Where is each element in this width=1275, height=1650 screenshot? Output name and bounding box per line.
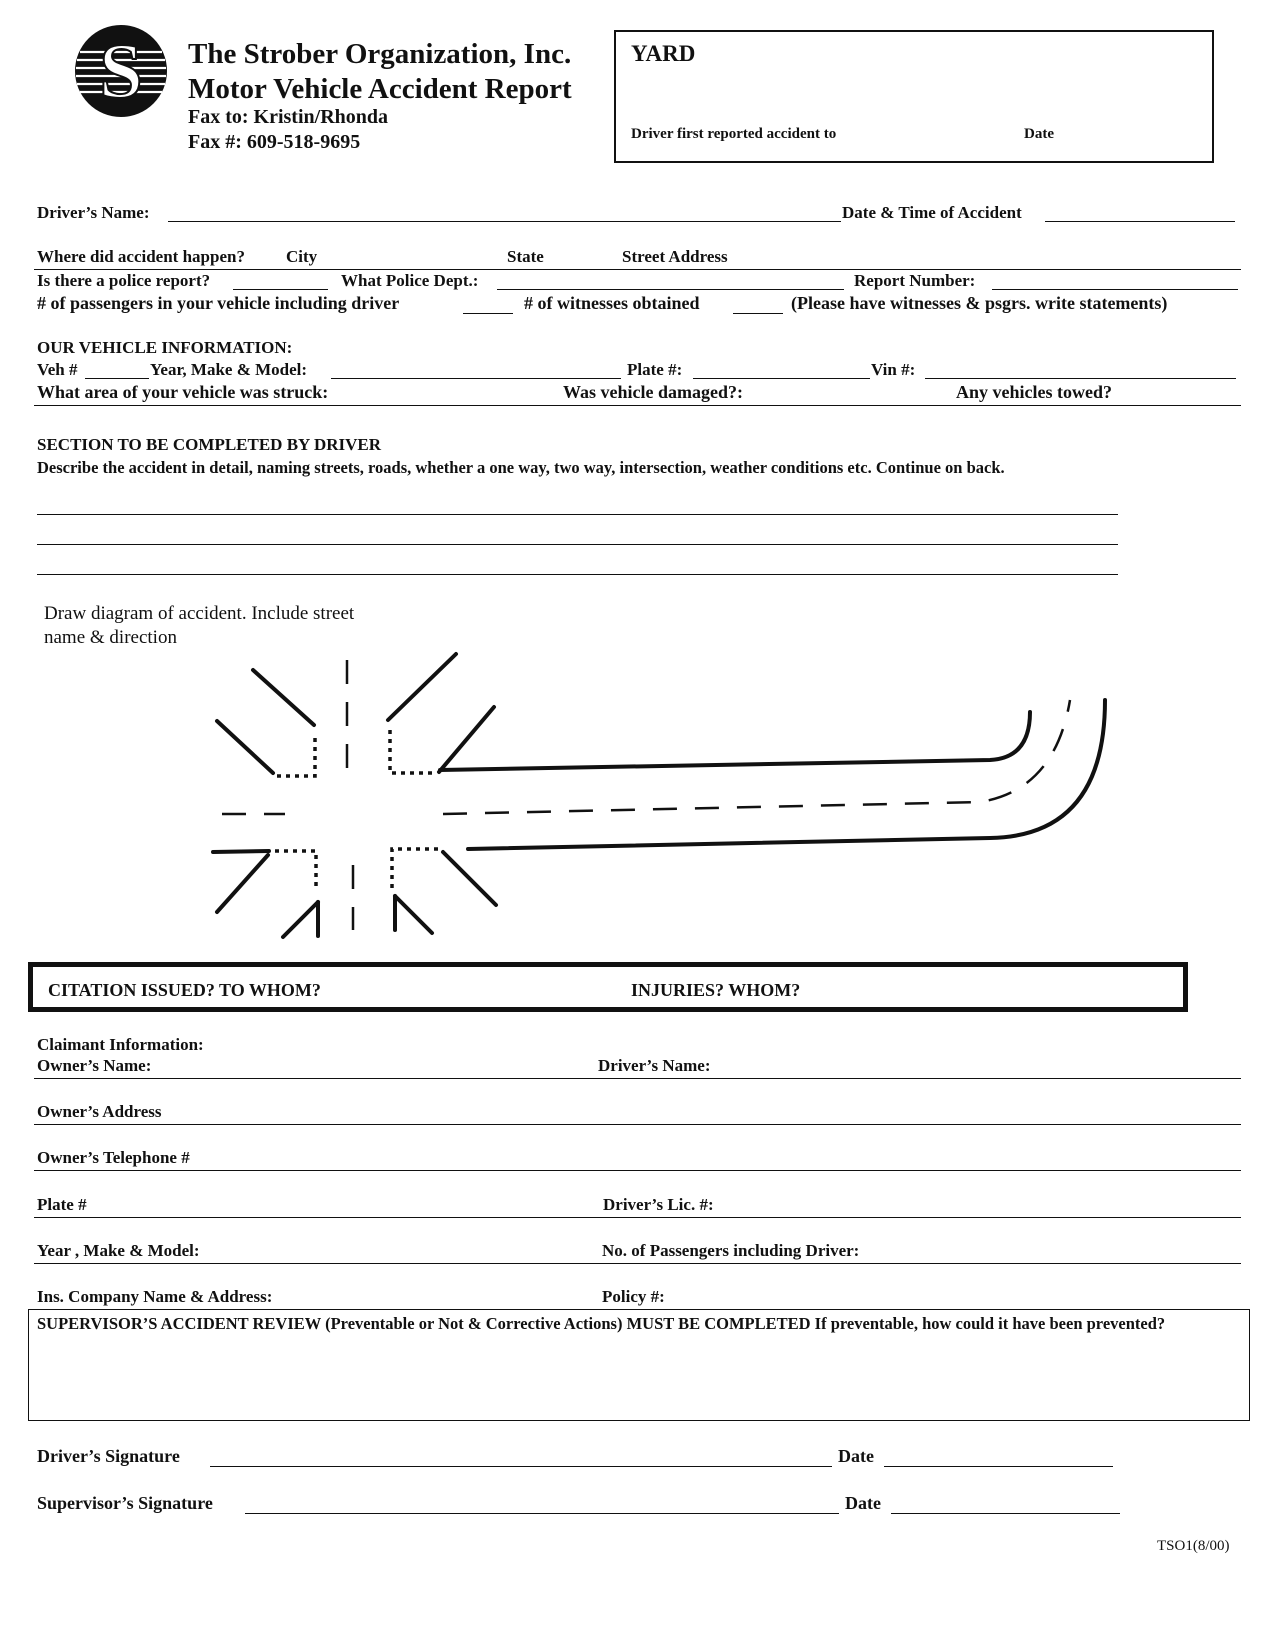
year-passengers-field[interactable]: [34, 1263, 1241, 1264]
year-make-field[interactable]: [331, 378, 621, 379]
plate-lic-field[interactable]: [34, 1217, 1241, 1218]
vin-field[interactable]: [925, 378, 1236, 379]
road-edge-lower-right-1: [443, 852, 496, 905]
statements-note: (Please have witnesses & psgrs. write statements): [791, 293, 1168, 313]
supervisor-signature-field[interactable]: [245, 1513, 839, 1514]
driver-sig-date-label: Date: [838, 1446, 874, 1466]
owners-name-field[interactable]: [34, 1078, 1241, 1079]
driver-signature-label: Driver’s Signature: [37, 1446, 180, 1466]
state-label: State: [507, 247, 544, 266]
witnesses-field[interactable]: [733, 313, 783, 314]
passengers-label: # of passengers in your vehicle including driver: [37, 293, 400, 313]
supervisor-signature-label: Supervisor’s Signature: [37, 1493, 213, 1513]
corner-dotted-lower-left: [275, 851, 316, 888]
date-time-label: Date & Time of Accident: [842, 203, 1022, 222]
describe-line-3[interactable]: [37, 574, 1118, 575]
damaged-label: Was vehicle damaged?:: [563, 382, 743, 402]
plate-label: Plate #:: [627, 360, 683, 379]
owners-phone-label: Owner’s Telephone #: [37, 1148, 190, 1167]
veh-field[interactable]: [85, 378, 149, 379]
accident-diagram-area[interactable]: [0, 640, 1275, 950]
city-label: City: [286, 247, 318, 266]
diagram-instructions-1: Draw diagram of accident. Include street: [44, 603, 355, 624]
road-edge-upper-right-1: [388, 654, 456, 720]
corner-dotted-upper-right: [390, 730, 432, 773]
corner-dotted-upper-left: [277, 735, 315, 776]
claimant-year-make-label: Year , Make & Model:: [37, 1241, 200, 1260]
witnesses-label: # of witnesses obtained: [524, 293, 700, 313]
form-code: TSO1(8/00): [1157, 1538, 1230, 1554]
police-dept-label: What Police Dept.:: [341, 271, 479, 290]
towed-label: Any vehicles towed?: [956, 382, 1112, 402]
yard-date-label: Date: [1024, 126, 1054, 142]
date-time-field[interactable]: [1045, 221, 1235, 222]
road-edge-upper-right-2: [439, 707, 494, 772]
road-edge-lower-left-3: [283, 902, 318, 937]
driver-section-heading: SECTION TO BE COMPLETED BY DRIVER: [37, 435, 382, 454]
street-label: Street Address: [622, 247, 728, 266]
center-line-main: [443, 700, 1070, 814]
owners-address-field[interactable]: [34, 1124, 1241, 1125]
veh-label: Veh #: [37, 360, 78, 379]
describe-instructions: Describe the accident in detail, naming streets, roads, whether a one way, two way, intersection, weather conditions etc. Continue on back.: [37, 458, 1005, 477]
year-make-label: Year, Make & Model:: [150, 360, 308, 379]
road-edge-lower-right-2: [395, 896, 432, 933]
injuries-label: INJURIES? WHOM?: [631, 980, 801, 1000]
police-report-label: Is there a police report?: [37, 271, 211, 290]
driver-signature-field[interactable]: [210, 1466, 832, 1467]
police-dept-field[interactable]: [497, 289, 844, 290]
fax-number: Fax #: 609-518-9695: [188, 131, 361, 153]
supervisor-review-label: SUPERVISOR’S ACCIDENT REVIEW (Preventable or Not & Corrective Actions) MUST BE COMPLETED If preventable, how could it have been prevented?: [37, 1314, 1166, 1333]
describe-line-1[interactable]: [37, 514, 1118, 515]
yard-title: YARD: [631, 41, 696, 66]
road-edge-upper-left-1: [253, 670, 314, 725]
road-edge-bottom: [468, 700, 1105, 849]
reported-to-label: Driver first reported accident to: [631, 126, 837, 142]
policy-label: Policy #:: [602, 1287, 665, 1306]
area-struck-label: What area of your vehicle was struck:: [37, 382, 329, 402]
claimant-heading: Claimant Information:: [37, 1035, 204, 1054]
drivers-name-field[interactable]: [168, 221, 841, 222]
ins-company-label: Ins. Company Name & Address:: [37, 1287, 273, 1306]
citation-box: [28, 962, 1188, 1012]
corner-dotted-lower-right: [392, 849, 440, 888]
drivers-lic-label: Driver’s Lic. #:: [603, 1195, 714, 1214]
logo-letter: S: [99, 27, 143, 114]
describe-line-2[interactable]: [37, 544, 1118, 545]
road-edge-upper-left-2: [217, 721, 273, 773]
vehicle-struck-field[interactable]: [34, 405, 1241, 406]
strober-logo-icon: [72, 22, 170, 120]
road-edge-top: [440, 712, 1030, 770]
where-field[interactable]: [34, 269, 1241, 270]
driver-sig-date-field[interactable]: [884, 1466, 1113, 1467]
claimant-drivers-name-label: Driver’s Name:: [598, 1056, 711, 1075]
supervisor-review-box[interactable]: [28, 1309, 1250, 1421]
supervisor-sig-date-label: Date: [845, 1493, 881, 1513]
drivers-name-label: Driver’s Name:: [37, 203, 150, 222]
citation-label: CITATION ISSUED? TO WHOM?: [48, 980, 321, 1000]
report-number-field[interactable]: [992, 289, 1238, 290]
road-edge-lower-left-2: [217, 855, 268, 912]
org-name: The Strober Organization, Inc.: [188, 38, 572, 70]
diagram-instructions-2: name & direction: [44, 627, 177, 648]
owners-address-label: Owner’s Address: [37, 1102, 162, 1121]
owners-phone-field[interactable]: [34, 1170, 1241, 1171]
yard-box: [614, 30, 1214, 163]
passengers-field[interactable]: [463, 313, 513, 314]
road-edge-lower-left-1: [213, 851, 269, 852]
police-report-field[interactable]: [233, 289, 328, 290]
plate-field[interactable]: [693, 378, 870, 379]
fax-to: Fax to: Kristin/Rhonda: [188, 106, 389, 128]
where-label: Where did accident happen?: [37, 247, 245, 266]
supervisor-sig-date-field[interactable]: [891, 1513, 1120, 1514]
vehicle-info-heading: OUR VEHICLE INFORMATION:: [37, 338, 293, 357]
report-number-label: Report Number:: [854, 271, 976, 290]
owners-name-label: Owner’s Name:: [37, 1056, 152, 1075]
claimant-passengers-label: No. of Passengers including Driver:: [602, 1241, 860, 1260]
claimant-plate-label: Plate #: [37, 1195, 87, 1214]
form-title: Motor Vehicle Accident Report: [188, 73, 572, 105]
vin-label: Vin #:: [871, 360, 916, 379]
